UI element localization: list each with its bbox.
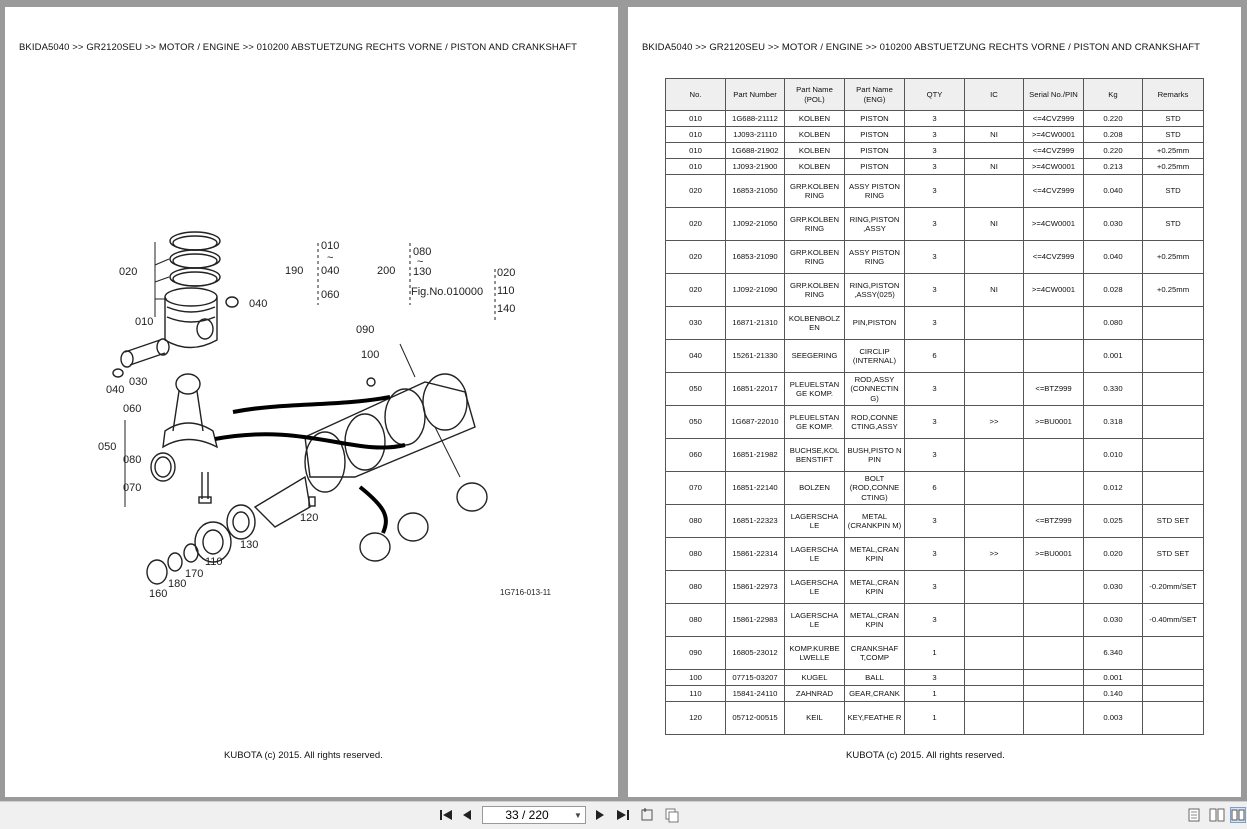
table-cell: LAGERSCHA LE	[785, 505, 845, 538]
table-cell	[1024, 307, 1084, 340]
table-cell: BOLT (ROD,CONNE CTING)	[845, 472, 905, 505]
table-row	[666, 472, 1204, 505]
table-cell	[1024, 439, 1084, 472]
copyright: KUBOTA (c) 2015. All rights reserved.	[846, 750, 1005, 761]
table-cell: METAL,CRAN KPIN	[845, 571, 905, 604]
table-cell: <=4CVZ999	[1024, 241, 1084, 274]
table-cell: 15261-21330	[726, 340, 785, 373]
parts-table	[665, 78, 1204, 735]
table-cell: KOMP.KURBE LWELLE	[785, 637, 845, 670]
table-cell: 3	[905, 571, 965, 604]
table-cell: 07715-03207	[726, 670, 785, 686]
table-cell: 0.020	[1084, 538, 1143, 571]
table-cell: PIN,PISTON	[845, 307, 905, 340]
last-page-icon[interactable]	[615, 807, 631, 823]
col-header: No.	[666, 79, 726, 111]
label-200: 200	[377, 265, 396, 277]
table-cell: 15861-22983	[726, 604, 785, 637]
col-header: QTY	[905, 79, 965, 111]
table-cell	[965, 439, 1024, 472]
label-190-range-start: 010	[321, 240, 340, 252]
table-cell	[1143, 472, 1204, 505]
table-cell: +0.25mm	[1143, 274, 1204, 307]
table-cell: <=4CVZ999	[1024, 143, 1084, 159]
table-cell: 15841-24110	[726, 686, 785, 702]
table-cell	[965, 702, 1024, 735]
label-r020: 020	[497, 267, 516, 279]
table-cell	[965, 111, 1024, 127]
table-cell: LAGERSCHA LE	[785, 538, 845, 571]
table-cell	[1024, 637, 1084, 670]
facing-pages-view-icon[interactable]	[1230, 807, 1246, 823]
table-cell: 0.030	[1084, 604, 1143, 637]
table-cell: +0.25mm	[1143, 241, 1204, 274]
table-row	[666, 241, 1204, 274]
table-cell: 050	[666, 406, 726, 439]
col-header: IC	[965, 79, 1024, 111]
table-cell: 010	[666, 111, 726, 127]
label-120: 120	[300, 512, 319, 524]
table-cell: >=BU0001	[1024, 538, 1084, 571]
table-cell: 1G687-22010	[726, 406, 785, 439]
table-cell: RING,PISTON ,ASSY(025)	[845, 274, 905, 307]
table-row	[666, 307, 1204, 340]
col-header: Kg	[1084, 79, 1143, 111]
table-cell: 0.025	[1084, 505, 1143, 538]
table-cell	[965, 340, 1024, 373]
label-020: 020	[119, 266, 138, 278]
table-cell: PISTON	[845, 143, 905, 159]
table-cell: KOLBEN	[785, 127, 845, 143]
table-cell: KOLBEN	[785, 111, 845, 127]
table-cell: GRP.KOLBEN RING	[785, 241, 845, 274]
table-cell: <=BTZ999	[1024, 505, 1084, 538]
table-row	[666, 406, 1204, 439]
connecting-rod-bolt	[202, 472, 208, 499]
table-cell: STD	[1143, 111, 1204, 127]
dual-page-icon[interactable]	[663, 807, 681, 823]
table-cell: 120	[666, 702, 726, 735]
table-cell: 100	[666, 670, 726, 686]
table-row	[666, 175, 1204, 208]
table-cell	[1143, 670, 1204, 686]
table-cell: 3	[905, 505, 965, 538]
table-cell	[965, 472, 1024, 505]
table-cell: PISTON	[845, 159, 905, 175]
table-cell: 6.340	[1084, 637, 1143, 670]
table-cell: -0.40mm/SET	[1143, 604, 1204, 637]
table-cell: BALL	[845, 670, 905, 686]
single-page-view-icon[interactable]	[1187, 807, 1201, 823]
table-cell: 15861-22314	[726, 538, 785, 571]
table-cell: 16851-22323	[726, 505, 785, 538]
table-cell: 0.208	[1084, 127, 1143, 143]
table-cell: 090	[666, 637, 726, 670]
table-cell	[965, 571, 1024, 604]
table-cell: 1J092-21050	[726, 208, 785, 241]
table-cell: 16805-23012	[726, 637, 785, 670]
table-cell: 0.001	[1084, 340, 1143, 373]
label-190-tilde: ~	[327, 252, 334, 264]
table-cell: NI	[965, 159, 1024, 175]
table-cell	[965, 637, 1024, 670]
label-160: 160	[149, 588, 168, 600]
table-cell: 010	[666, 159, 726, 175]
table-row	[666, 373, 1204, 406]
table-cell: 0.080	[1084, 307, 1143, 340]
label-190-extra: 060	[321, 289, 340, 301]
table-cell: GRP.KOLBEN RING	[785, 274, 845, 307]
label-060: 060	[123, 403, 142, 415]
table-cell: 3	[905, 208, 965, 241]
table-cell: NI	[965, 208, 1024, 241]
table-cell: 1J093-21110	[726, 127, 785, 143]
table-row	[666, 670, 1204, 686]
table-cell: 0.040	[1084, 175, 1143, 208]
label-200-tilde: ~	[417, 256, 424, 268]
circlip-040	[226, 297, 238, 307]
table-cell: 16851-21982	[726, 439, 785, 472]
table-cell: 15861-22973	[726, 571, 785, 604]
table-cell: PLEUELSTAN GE KOMP.	[785, 373, 845, 406]
right-page	[628, 7, 1241, 797]
table-cell: LAGERSCHA LE	[785, 604, 845, 637]
table-cell: 050	[666, 373, 726, 406]
col-header: Part Name (POL)	[785, 79, 845, 111]
table-cell: METAL,CRAN KPIN	[845, 604, 905, 637]
table-cell: >=4CW0001	[1024, 159, 1084, 175]
table-cell: 16853-21050	[726, 175, 785, 208]
table-cell: 1	[905, 686, 965, 702]
table-cell	[965, 175, 1024, 208]
table-cell: 1G688-21902	[726, 143, 785, 159]
page-indicator: 33 / 220	[505, 808, 549, 822]
table-cell: 3	[905, 127, 965, 143]
table-cell: >=BU0001	[1024, 406, 1084, 439]
table-cell: 3	[905, 538, 965, 571]
label-r110: 110	[497, 285, 515, 297]
label-190-range-end: 040	[321, 265, 340, 277]
table-cell: 060	[666, 439, 726, 472]
table-row	[666, 702, 1204, 735]
label-200-range-start: 080	[413, 246, 432, 258]
label-170: 170	[185, 568, 204, 580]
table-cell	[965, 241, 1024, 274]
table-row	[666, 439, 1204, 472]
table-cell: STD SET	[1143, 538, 1204, 571]
table-cell: 0.318	[1084, 406, 1143, 439]
table-cell: ASSY PISTON RING	[845, 241, 905, 274]
table-row	[666, 127, 1204, 143]
table-cell: 3	[905, 604, 965, 637]
table-cell: BUSH,PISTO N PIN	[845, 439, 905, 472]
diagram-code: 1G716-013-11	[500, 588, 551, 597]
table-cell: <=4CVZ999	[1024, 111, 1084, 127]
table-cell: 1	[905, 637, 965, 670]
table-cell	[965, 307, 1024, 340]
table-cell: STD	[1143, 175, 1204, 208]
table-cell	[1143, 373, 1204, 406]
table-cell: 3	[905, 143, 965, 159]
table-cell: 010	[666, 127, 726, 143]
table-cell: ROD,CONNE CTING,ASSY	[845, 406, 905, 439]
table-cell: ASSY PISTON RING	[845, 175, 905, 208]
first-page-icon[interactable]	[438, 807, 454, 823]
table-cell: 0.220	[1084, 111, 1143, 127]
label-030: 030	[129, 376, 148, 388]
table-cell: 3	[905, 373, 965, 406]
table-cell: CRANKSHAF T,COMP	[845, 637, 905, 670]
breadcrumb: BKIDA5040 >> GR2120SEU >> MOTOR / ENGINE >> 010200 ABSTUETZUNG RECHTS VORNE / PISTON AND CRANKSHAFT	[642, 42, 1201, 53]
label-fig-ref: Fig.No.010000	[411, 286, 484, 298]
table-cell: -0.20mm/SET	[1143, 571, 1204, 604]
table-cell: LAGERSCHA LE	[785, 571, 845, 604]
table-cell: 010	[666, 143, 726, 159]
label-100: 100	[361, 349, 380, 361]
table-row	[666, 111, 1204, 127]
table-cell: 1J093-21900	[726, 159, 785, 175]
table-cell: STD SET	[1143, 505, 1204, 538]
table-cell: 3	[905, 175, 965, 208]
table-cell: <=4CVZ999	[1024, 175, 1084, 208]
table-cell: 070	[666, 472, 726, 505]
table-cell: 110	[666, 686, 726, 702]
table-cell: 080	[666, 505, 726, 538]
table-cell: BUCHSE,KOL BENSTIFT	[785, 439, 845, 472]
table-cell: 6	[905, 472, 965, 505]
left-page	[5, 7, 618, 797]
table-cell: 3	[905, 274, 965, 307]
exploded-parts-diagram	[5, 7, 618, 727]
table-cell: 0.003	[1084, 702, 1143, 735]
table-cell: 3	[905, 670, 965, 686]
table-cell: 3	[905, 406, 965, 439]
table-cell: 0.001	[1084, 670, 1143, 686]
table-cell	[965, 686, 1024, 702]
table-cell: 3	[905, 241, 965, 274]
label-040: 040	[249, 298, 268, 310]
table-row	[666, 538, 1204, 571]
col-header: Remarks	[1143, 79, 1204, 111]
table-row	[666, 604, 1204, 637]
table-cell: KOLBEN	[785, 159, 845, 175]
table-cell: 0.028	[1084, 274, 1143, 307]
col-header: Serial No./PIN	[1024, 79, 1084, 111]
table-cell: >=4CW0001	[1024, 208, 1084, 241]
table-cell: GEAR,CRANK	[845, 686, 905, 702]
col-header: Part Number	[726, 79, 785, 111]
table-row	[666, 686, 1204, 702]
label-080: 080	[123, 454, 142, 466]
table-cell	[965, 670, 1024, 686]
table-cell: 040	[666, 340, 726, 373]
table-cell: 0.030	[1084, 571, 1143, 604]
table-cell: STD	[1143, 208, 1204, 241]
label-070: 070	[123, 482, 142, 494]
table-cell: 1J092-21090	[726, 274, 785, 307]
table-cell: GRP.KOLBEN RING	[785, 175, 845, 208]
label-110: 110	[205, 556, 223, 568]
table-cell: 16853-21090	[726, 241, 785, 274]
table-cell: STD	[1143, 127, 1204, 143]
table-cell: 020	[666, 175, 726, 208]
table-cell: NI	[965, 274, 1024, 307]
table-cell	[1024, 686, 1084, 702]
label-090: 090	[356, 324, 375, 336]
table-cell: 0.213	[1084, 159, 1143, 175]
label-200-range-end: 130	[413, 266, 432, 278]
table-row	[666, 505, 1204, 538]
label-r140: 140	[497, 303, 516, 315]
table-cell	[1024, 604, 1084, 637]
table-header-row	[666, 79, 1204, 111]
table-row	[666, 637, 1204, 670]
copyright: KUBOTA (c) 2015. All rights reserved.	[224, 750, 383, 761]
table-cell: 080	[666, 538, 726, 571]
table-cell: RING,PISTON ,ASSY	[845, 208, 905, 241]
table-row	[666, 143, 1204, 159]
table-cell: 0.010	[1084, 439, 1143, 472]
table-cell: 020	[666, 208, 726, 241]
table-cell: SEEGERING	[785, 340, 845, 373]
table-cell: NI	[965, 127, 1024, 143]
breadcrumb: BKIDA5040 >> GR2120SEU >> MOTOR / ENGINE >> 010200 ABSTUETZUNG RECHTS VORNE / PISTON AND CRANKSHAFT	[19, 42, 578, 53]
table-cell: 16851-22140	[726, 472, 785, 505]
table-row	[666, 571, 1204, 604]
label-130: 130	[240, 539, 259, 551]
table-cell: KEIL	[785, 702, 845, 735]
table-cell: 3	[905, 111, 965, 127]
chevron-down-icon: ▼	[574, 810, 582, 820]
table-cell	[1024, 702, 1084, 735]
table-cell: +0.25mm	[1143, 159, 1204, 175]
table-cell: 1G688-21112	[726, 111, 785, 127]
table-cell: ZAHNRAD	[785, 686, 845, 702]
table-row	[666, 159, 1204, 175]
table-cell: 0.330	[1084, 373, 1143, 406]
table-cell	[965, 373, 1024, 406]
table-cell	[1024, 340, 1084, 373]
table-cell: PLEUELSTAN GE KOMP.	[785, 406, 845, 439]
table-cell	[1143, 439, 1204, 472]
fit-page-icon[interactable]	[640, 807, 656, 823]
table-cell: METAL (CRANKPIN M)	[845, 505, 905, 538]
table-cell: 020	[666, 274, 726, 307]
table-cell: 0.030	[1084, 208, 1143, 241]
table-row	[666, 340, 1204, 373]
table-cell: >=4CW0001	[1024, 274, 1084, 307]
table-cell: KOLBENBOLZ EN	[785, 307, 845, 340]
table-cell: 0.140	[1084, 686, 1143, 702]
table-cell	[965, 505, 1024, 538]
table-cell: >>	[965, 406, 1024, 439]
table-cell: 3	[905, 307, 965, 340]
table-cell: PISTON	[845, 127, 905, 143]
label-180: 180	[168, 578, 187, 590]
table-cell	[965, 143, 1024, 159]
col-header: Part Name (ENG)	[845, 79, 905, 111]
next-page-icon[interactable]	[594, 807, 606, 823]
table-cell: ROD,ASSY (CONNECTIN G)	[845, 373, 905, 406]
table-cell: KEY,FEATHE R	[845, 702, 905, 735]
table-cell: 080	[666, 604, 726, 637]
table-cell: 0.040	[1084, 241, 1143, 274]
table-cell: 0.012	[1084, 472, 1143, 505]
table-row	[666, 274, 1204, 307]
table-cell: 05712-00515	[726, 702, 785, 735]
table-cell: 080	[666, 571, 726, 604]
two-page-view-icon[interactable]	[1209, 807, 1225, 823]
table-cell: >=4CW0001	[1024, 127, 1084, 143]
table-cell	[1143, 702, 1204, 735]
table-cell: 16871-21310	[726, 307, 785, 340]
table-cell: KUGEL	[785, 670, 845, 686]
table-cell: 6	[905, 340, 965, 373]
label-040b: 040	[106, 384, 125, 396]
table-cell	[1024, 670, 1084, 686]
table-cell: 3	[905, 439, 965, 472]
previous-page-icon[interactable]	[461, 807, 473, 823]
table-cell	[1143, 406, 1204, 439]
table-cell: METAL,CRAN KPIN	[845, 538, 905, 571]
table-cell	[1143, 686, 1204, 702]
parts-table-body	[666, 111, 1204, 735]
table-cell: KOLBEN	[785, 143, 845, 159]
table-cell	[1143, 340, 1204, 373]
table-cell: +0.25mm	[1143, 143, 1204, 159]
table-cell: PISTON	[845, 111, 905, 127]
table-cell	[1024, 571, 1084, 604]
table-cell	[965, 604, 1024, 637]
table-cell: 020	[666, 241, 726, 274]
page-selector[interactable]	[482, 806, 586, 824]
table-cell	[1024, 472, 1084, 505]
table-cell: <=BTZ999	[1024, 373, 1084, 406]
table-row	[666, 208, 1204, 241]
table-cell: CIRCLIP (INTERNAL)	[845, 340, 905, 373]
table-cell: >>	[965, 538, 1024, 571]
label-050: 050	[98, 441, 117, 453]
label-190: 190	[285, 265, 304, 277]
table-cell: 16851-22017	[726, 373, 785, 406]
table-cell: 030	[666, 307, 726, 340]
table-cell	[1143, 307, 1204, 340]
table-cell: BOLZEN	[785, 472, 845, 505]
table-cell: 3	[905, 159, 965, 175]
table-cell: GRP.KOLBEN RING	[785, 208, 845, 241]
label-010: 010	[135, 316, 154, 328]
table-cell: 1	[905, 702, 965, 735]
table-cell: 0.220	[1084, 143, 1143, 159]
table-cell	[1143, 637, 1204, 670]
connecting-rod-small-end	[176, 374, 200, 394]
viewer-toolbar	[0, 801, 1247, 829]
